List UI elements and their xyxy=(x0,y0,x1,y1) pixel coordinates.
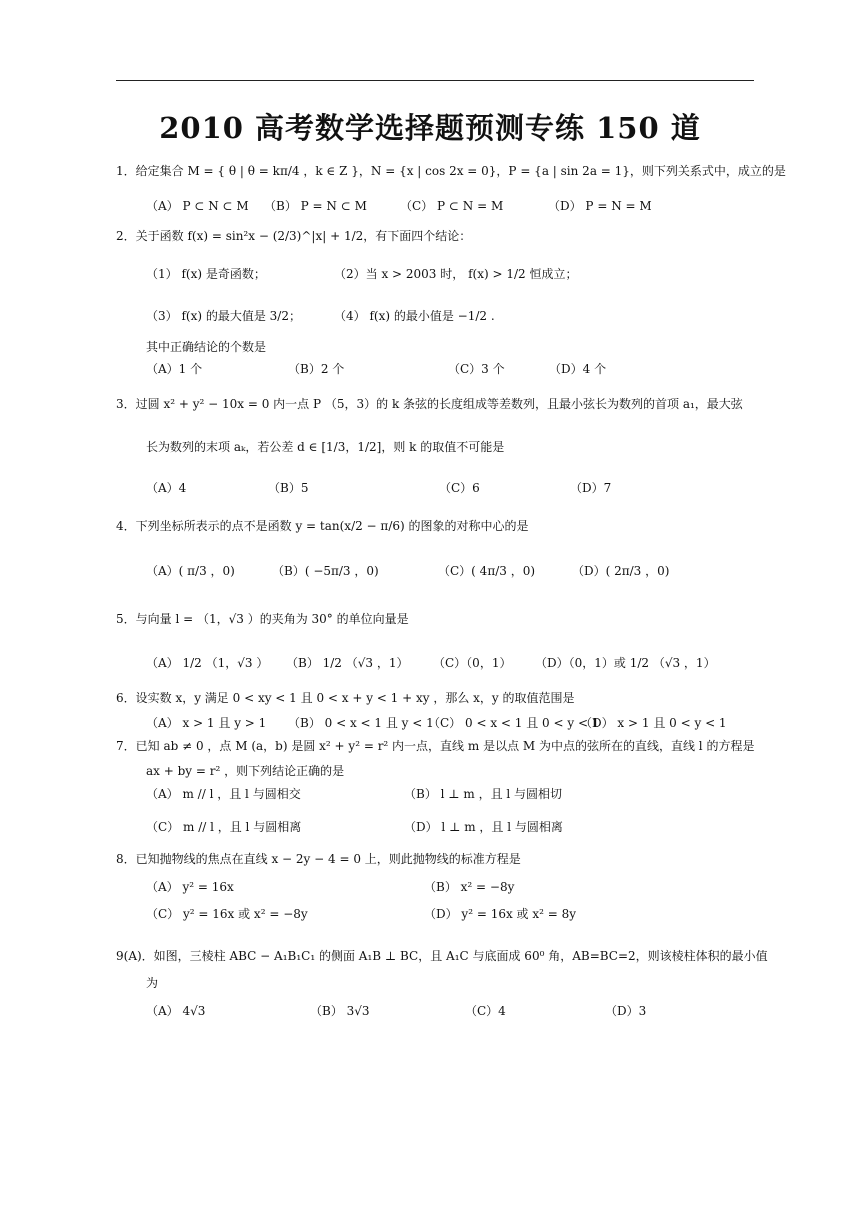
q2-option-c: （C）3 个 xyxy=(448,362,505,376)
q4-option-c: （C）( 4π/3 ，0) xyxy=(438,564,536,578)
q3-stem-2: 长为数列的末项 aₖ，若公差 d ∈ [1/3，1/2]，则 k 的取值不可能是 xyxy=(146,440,505,454)
header-rule xyxy=(116,80,754,81)
q6-option-a: （A） x > 1 且 y > 1 xyxy=(146,716,267,730)
q8-option-d: （D） y² = 16x 或 x² = 8y xyxy=(424,907,577,921)
q5-option-c: （C）（0，1） xyxy=(433,656,512,670)
q8-option-a: （A） y² = 16x xyxy=(146,880,234,894)
q7-option-c: （C） m // l ，且 l 与圆相离 xyxy=(146,820,302,834)
q1-option-d: （D） P = N = M xyxy=(548,199,652,213)
q7-stem: 7．已知 ab ≠ 0 ，点 M (a，b) 是圆 x² + y² = r² 内一点，直线 m 是以点 M 为中点的弦所在的直线，直线 l 的方程是 xyxy=(116,739,755,753)
q2-conclusion-2: （2）当 x > 2003 时， f(x) > 1/2 恒成立； xyxy=(334,267,578,281)
q2-conclusion-3: （3） f(x) 的最大值是 3/2； xyxy=(146,309,301,323)
q4-option-a: （A）( π/3 ，0) xyxy=(146,564,235,578)
q9-option-b: （B） 3√3 xyxy=(310,1004,370,1018)
q2-option-a: （A）1 个 xyxy=(146,362,203,376)
q3-option-d: （D）7 xyxy=(570,481,612,495)
q3-stem: 3．过圆 x² + y² − 10x = 0 内一点 P （5，3）的 k 条弦的长度组成等差数列，且最小弦长为数列的首项 a₁，最大弦 xyxy=(116,397,743,411)
page-title: 2010 高考数学选择题预测专练 150 道 xyxy=(159,111,701,145)
q4-option-d: （D）( 2π/3 ，0) xyxy=(572,564,670,578)
q9-stem-2: 为 xyxy=(146,976,159,990)
q8-option-b: （B） x² = −8y xyxy=(424,880,515,894)
q1-option-c: （C） P ⊂ N = M xyxy=(400,199,504,213)
q5-option-d: （D）（0，1）或 1/2 （√3 ，1） xyxy=(535,656,716,670)
q2-conclusion-4: （4） f(x) 的最小值是 −1/2 . xyxy=(334,309,495,323)
q9-option-a: （A） 4√3 xyxy=(146,1004,206,1018)
q5-stem: 5．与向量 l = （1，√3 ）的夹角为 30° 的单位向量是 xyxy=(116,612,409,626)
q3-option-a: （A）4 xyxy=(146,481,187,495)
q6-option-d: （D） x > 1 且 0 < y < 1 xyxy=(580,716,727,730)
q2-option-b: （B）2 个 xyxy=(288,362,345,376)
q4-stem: 4．下列坐标所表示的点不是函数 y = tan(x/2 − π/6) 的图象的对称中心的是 xyxy=(116,519,529,533)
q1-option-a: （A） P ⊂ N ⊂ M xyxy=(146,199,249,213)
q2-ask: 其中正确结论的个数是 xyxy=(146,340,267,354)
q3-option-c: （C）6 xyxy=(439,481,480,495)
q7-option-a: （A） m // l ，且 l 与圆相交 xyxy=(146,787,301,801)
q3-option-b: （B）5 xyxy=(268,481,309,495)
q7-option-b: （B） l ⊥ m ，且 l 与圆相切 xyxy=(404,787,563,801)
q6-stem: 6．设实数 x，y 满足 0 < xy < 1 且 0 < x + y < 1 + xy ，那么 x，y 的取值范围是 xyxy=(116,691,575,705)
q2-stem: 2．关于函数 f(x) = sin²x − (2/3)^|x| + 1/2，有下面四个结论： xyxy=(116,229,472,243)
q7-option-d: （D） l ⊥ m ，且 l 与圆相离 xyxy=(404,820,563,834)
q6-option-c: （C） 0 < x < 1 且 0 < y < 1 xyxy=(428,716,600,730)
q4-option-b: （B）( −5π/3 ，0) xyxy=(272,564,379,578)
q5-option-a: （A） 1/2 （1，√3 ） xyxy=(146,656,269,670)
q9-option-c: （C）4 xyxy=(465,1004,506,1018)
q1-stem: 1．给定集合 M = { θ | θ = kπ/4 ，k ∈ Z }，N = {x | cos 2x = 0}，P = {a | sin 2a = 1}，则下列关系式中，成立的是 xyxy=(116,164,786,178)
q9-option-d: （D）3 xyxy=(605,1004,647,1018)
q5-option-b: （B） 1/2 （√3 ，1） xyxy=(286,656,409,670)
q8-stem: 8．已知抛物线的焦点在直线 x − 2y − 4 = 0 上，则此抛物线的标准方程是 xyxy=(116,852,521,866)
q6-option-b: （B） 0 < x < 1 且 y < 1 xyxy=(288,716,434,730)
q8-option-c: （C） y² = 16x 或 x² = −8y xyxy=(146,907,308,921)
q9-stem: 9(A)．如图，三棱柱 ABC − A₁B₁C₁ 的侧面 A₁B ⊥ BC，且 A₁C 与底面成 60⁰ 角，AB=BC=2，则该棱柱体积的最小值 xyxy=(116,949,768,963)
q2-option-d: （D）4 个 xyxy=(549,362,607,376)
q2-conclusion-1: （1） f(x) 是奇函数； xyxy=(146,267,266,281)
q1-option-b: （B） P = N ⊂ M xyxy=(264,199,367,213)
q7-stem-2: ax + by = r² ，则下列结论正确的是 xyxy=(146,764,345,778)
